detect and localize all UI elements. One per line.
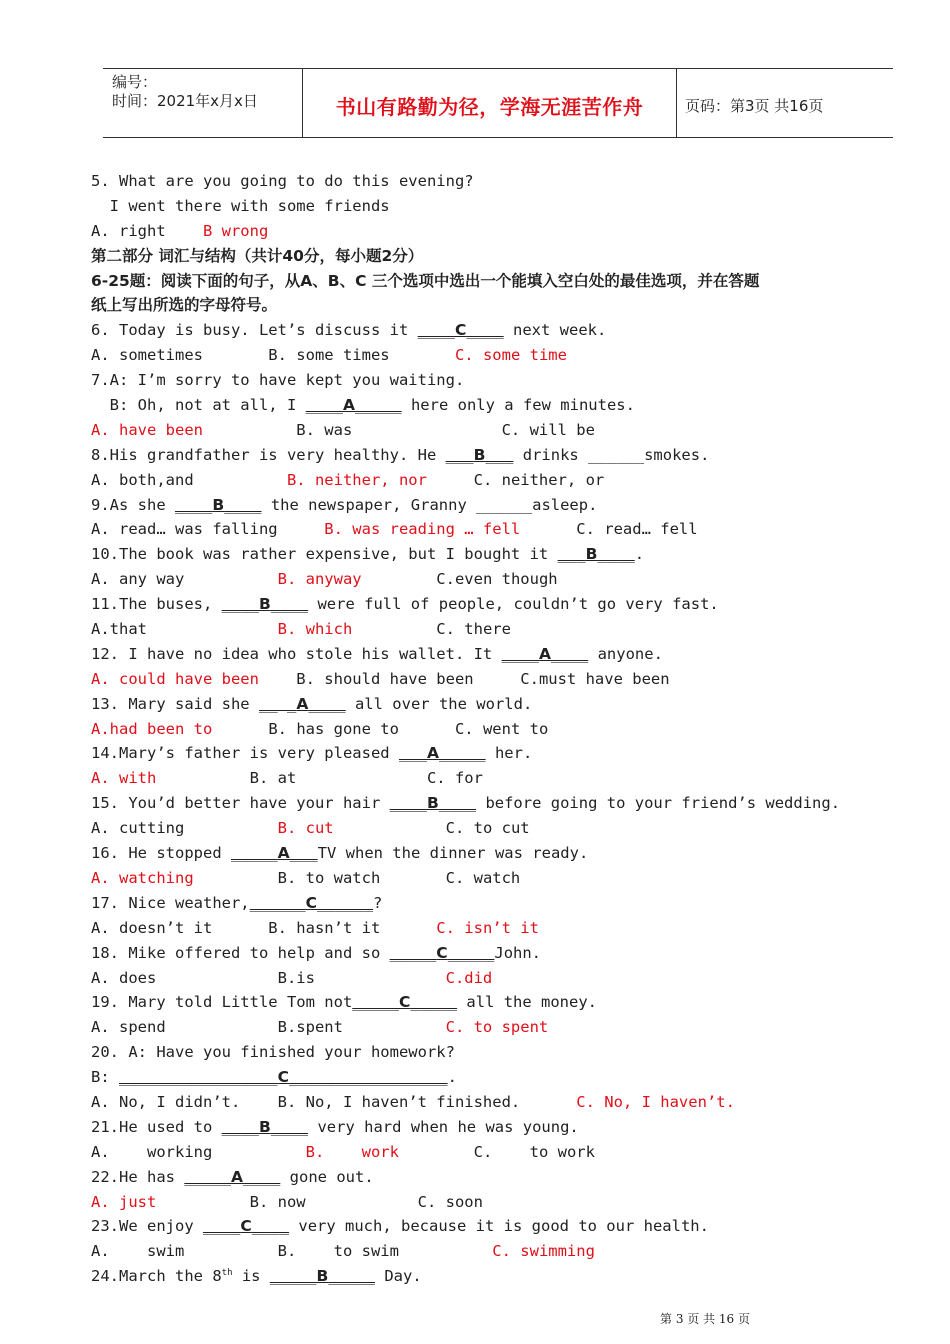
line-text: John. [494,943,542,962]
answer-letter: B [258,1117,271,1136]
document-line [91,741,921,766]
line-text: her. [485,744,533,763]
document-line [91,517,921,542]
correct-option: C. swimming [492,1242,595,1261]
line-text: 17. Nice weather, [91,893,250,912]
document-line [91,443,921,468]
answer-blank: ____ [417,321,455,340]
answer-letter: C [277,1068,290,1087]
line-text: very hard when he was young. [308,1117,579,1136]
document-line [91,841,921,866]
header-time-label: 时间：2021年x月x日 [112,92,258,110]
document-line [91,493,921,518]
document-line [91,1165,921,1190]
line-text: 23.We enjoy [91,1217,203,1236]
line-text: A. doesn’t it B. hasn’t it [91,918,437,937]
answer-blank: _____ [230,844,278,863]
document-line [91,1090,921,1115]
answer-blank: ____ [270,595,309,614]
line-text: next week. [503,321,607,340]
document-line [91,1140,921,1165]
header-motto: 书山有路勤为径，学海无涯苦作舟 [303,69,677,137]
correct-option: B. was reading … fell [324,520,521,539]
answer-letter: B [585,545,598,564]
line-text: 22.He has [91,1167,185,1186]
line-text: gone out. [280,1167,374,1186]
document-line [91,368,921,393]
answer-letter: B [426,794,439,813]
document-line [91,393,921,418]
document-line [91,468,921,493]
answer-blank: ____ [550,644,589,663]
line-text: A. read… was falling [91,520,325,539]
answer-blank: ______ [317,893,374,912]
section-heading: 纸上写出所选的字母符号。 [91,296,278,315]
answer-letter: A [277,844,290,863]
line-text: the newspaper, Granny ______asleep. [261,495,598,514]
answer-blank: _____ [269,1267,317,1286]
document-line [91,169,921,194]
line-text: before going to your friend’s wedding. [476,794,841,813]
correct-option: A.had been to [91,719,213,738]
correct-option: C. isn’t it [436,918,539,937]
document-line [91,542,921,567]
correct-option: B wrong [202,221,269,240]
line-text: B. now C. soon [156,1192,483,1211]
line-text: 14.Mary’s father is very pleased [91,744,399,763]
document-line [91,1214,921,1239]
document-line [91,866,921,891]
line-text: C.even though [361,570,558,589]
line-text: 7.A: I’m sorry to have kept you waiting. [91,371,465,390]
line-text: B. was C. will be [202,420,595,439]
document-line [91,692,921,717]
document-line [91,592,921,617]
correct-option: B. which [277,620,353,639]
line-text: 19. Mary told Little Tom not [91,993,353,1012]
document-line [91,717,921,742]
line-text: A. cutting [91,819,278,838]
document-line [91,318,921,343]
line-text: A. does B.is [91,968,446,987]
document-line [91,667,921,692]
line-text: C. to cut [333,819,530,838]
line-text: A.that [91,620,278,639]
line-text: A. spend B.spent [91,1018,446,1037]
line-text: A. any way [91,570,278,589]
answer-blank: ____ [221,1117,259,1136]
line-text: 15. You’d better have your hair [91,794,390,813]
line-text: 5. What are you going to do this evening? [91,172,474,190]
document-line [91,1115,921,1140]
correct-option: A. just [91,1192,157,1211]
document-line [91,1239,921,1264]
header-meta [103,69,303,137]
document-line [91,966,921,991]
answer-blank: ___ [445,445,474,464]
correct-option: A. with [91,769,157,788]
line-text: all over the world. [345,694,533,713]
line-text: 16. He stopped [91,844,231,863]
section-heading: 第二部分 词汇与结构（共计40分，每小题2分） [91,246,424,265]
answer-letter: A [231,1167,243,1186]
line-text: . [634,545,645,564]
answer-blank: ____ [175,495,213,514]
header-page-label: 页码：第3页 共16页 [685,96,824,115]
answer-blank: ____ [308,694,346,713]
answer-letter: C [454,321,467,340]
line-text: I went there with some friends [91,196,390,215]
document-line [91,418,921,443]
document-line [91,1065,921,1090]
answer-letter: B [316,1267,329,1286]
correct-option: B. work [305,1142,399,1161]
line-text: 21.He used to [91,1117,222,1136]
answer-letter: A [538,644,551,663]
correct-option: B. neither, nor [286,470,427,489]
document-line [91,219,921,244]
document-line [91,269,921,294]
document-line [91,244,921,269]
line-text: B: [91,1068,119,1087]
correct-option: C.did [445,968,493,987]
line-text: 20. A: Have you finished your homework? [91,1043,455,1062]
line-text: 8.His grandfather is very healthy. He [91,445,446,464]
answer-blank: ____ [466,321,504,340]
line-text: 6. Today is busy. Let’s discuss it [91,321,418,340]
answer-letter: C [398,993,411,1012]
line-text: 13. Mary said she [91,694,259,713]
correct-option: C. No, I haven’t. [576,1092,735,1111]
answer-blank: ___ [557,545,586,564]
answer-letter: A [426,744,439,763]
header-number-label: 编号： [112,73,158,91]
correct-option: A. have been [91,420,203,439]
answer-blank: _____ [354,396,402,415]
answer-blank: ____ [389,794,427,813]
line-text: . [447,1068,458,1087]
answer-blank: ____ [501,644,539,663]
document-body [91,169,921,1289]
answer-blank: ____ [597,545,635,564]
answer-blank: _________________ [289,1068,448,1087]
answer-blank: ______ [249,893,306,912]
answer-blank: _____ [447,943,495,962]
line-text: C. neither, or [426,470,605,489]
document-line [91,791,921,816]
answer-blank: _____ [328,1267,375,1286]
section-heading: 6-25题：阅读下面的句子，从A、B、C 三个选项中选出一个能填入空白处的最佳选项，并在答题 [91,271,760,290]
document-line [91,194,921,219]
answer-letter: B [473,445,486,464]
answer-blank: _________________ [119,1068,278,1087]
line-text: TV when the dinner was ready. [317,844,589,863]
document-line [91,990,921,1015]
document-line [91,941,921,966]
correct-option: A. could have been [91,669,259,688]
line-text: B. should have been C.must have been [258,669,670,688]
correct-option: B. cut [277,819,334,838]
answer-blank: ____ [202,1217,241,1236]
document-line [91,916,921,941]
document-line [91,1015,921,1040]
answer-blank: ____ [243,1167,281,1186]
line-text: A. both,and [91,470,287,489]
answer-blank: ____ [438,794,477,813]
line-text: A. No, I didn’t. B. No, I haven’t finished. [91,1092,577,1111]
answer-letter: C [436,943,448,962]
correct-option: C. to spent [445,1018,549,1037]
document-line [91,1040,921,1065]
line-text: here only a few minutes. [401,396,635,415]
document-line [91,293,921,318]
line-text: 11.The buses, [91,595,222,614]
answer-letter: A [342,396,355,415]
document-line [91,567,921,592]
line-text: C. to work [398,1142,595,1161]
answer-blank: __ _ [258,694,297,713]
line-text: 12. I have no idea who stole his wallet. It [91,644,502,663]
document-line [91,343,921,368]
document-line [91,1190,921,1215]
answer-blank: ____ [305,396,343,415]
line-text: A. swim B. to swim [91,1242,493,1261]
line-text: 10.The book was rather expensive, but I bought it [91,545,558,564]
answer-blank: _____ [410,993,458,1012]
correct-option: B. anyway [277,570,362,589]
answer-blank: ____ [270,1117,309,1136]
line-text: A. sometimes B. some times [91,346,455,365]
line-text: 18. Mike offered to help and so [91,943,390,962]
answer-blank: ____ [221,595,259,614]
answer-letter: B [258,595,271,614]
line-text: Day. [375,1267,422,1286]
line-text: B. to watch C. watch [193,868,521,887]
line-text: anyone. [588,644,663,663]
answer-blank: _____ [389,943,437,962]
answer-blank: _____ [184,1167,231,1186]
page-footer: 第 3 页 共 16 页 [660,1312,750,1326]
line-text: ? [373,893,383,912]
line-text: B. at C. for [156,769,483,788]
line-text: A. working [91,1142,306,1161]
answer-letter: B [212,495,225,514]
line-text: C. read… fell [520,520,698,539]
answer-blank: ___ [398,744,427,763]
line-text: were full of people, couldn’t go very fast. [308,595,719,614]
line-text: very much, because it is good to our health. [289,1217,709,1236]
line-text: B. has gone to C. went to [212,719,549,738]
answer-blank: _____ [352,993,399,1012]
line-text: B: Oh, not at all, I [91,396,306,415]
document-line [91,642,921,667]
line-text: all the money. [457,993,598,1012]
correct-option: A. watching [91,868,194,887]
document-line [91,766,921,791]
page-header [103,68,893,138]
answer-blank: ___ [485,445,514,464]
line-text: A. right [91,221,203,240]
document-line [91,891,921,916]
answer-letter: C [240,1217,252,1236]
superscript: th [221,1268,233,1279]
document-line [91,1264,921,1289]
document-line [91,617,921,642]
line-text: is [232,1267,270,1286]
correct-option: C. some time [454,346,567,365]
document-line [91,816,921,841]
answer-blank: ____ [224,495,262,514]
answer-blank: ___ [289,844,318,863]
answer-blank: ____ [251,1217,290,1236]
answer-blank: _____ [438,744,486,763]
answer-letter: C [305,893,318,912]
line-text: drinks ______smokes. [513,445,710,464]
line-text: 24.March the 8 [91,1267,222,1286]
line-text: C. there [352,620,511,639]
answer-letter: A [296,694,309,713]
line-text: 9.As she [91,495,175,514]
